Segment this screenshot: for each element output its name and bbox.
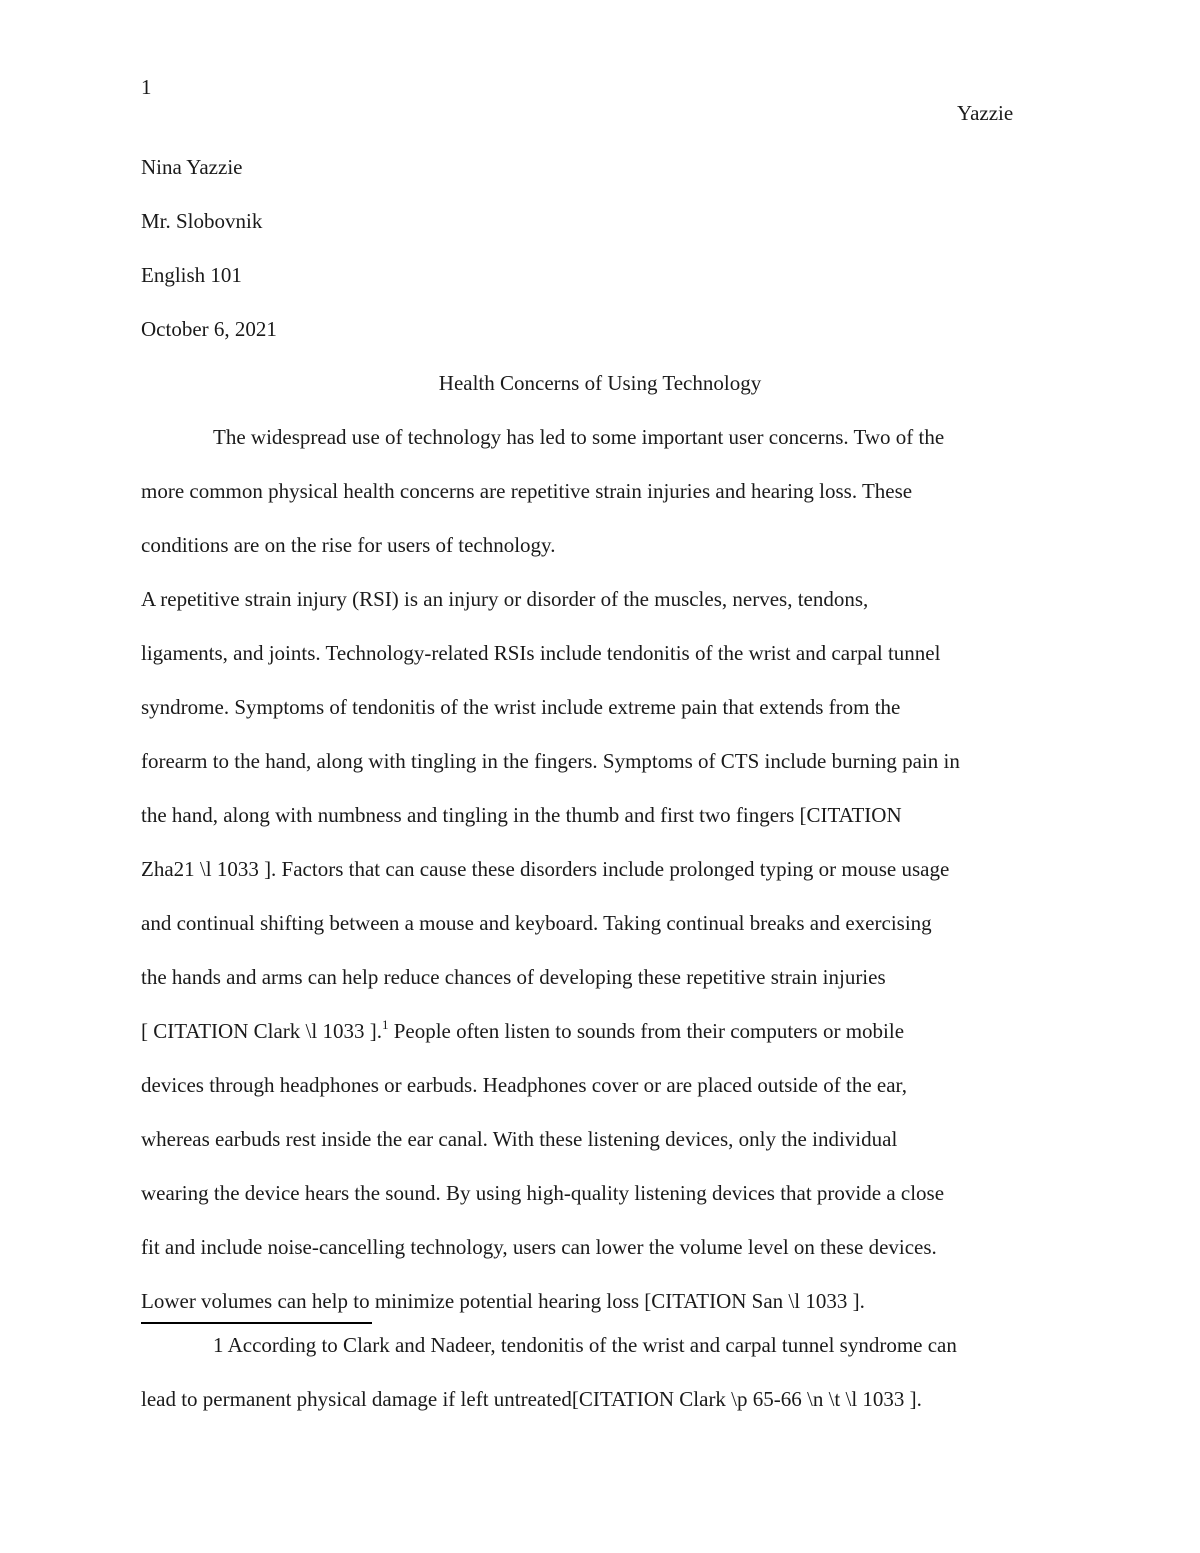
body-line: fit and include noise-cancelling technology, users can lower the volume level on these devices.	[141, 1235, 937, 1259]
body-line: and continual shifting between a mouse and keyboard. Taking continual breaks and exercising	[141, 911, 932, 935]
body-line: ligaments, and joints. Technology-related RSIs include tendonitis of the wrist and carpal tunnel	[141, 641, 941, 665]
body-line: the hand, along with numbness and tingling in the thumb and first two fingers [CITATION	[141, 803, 902, 827]
footnote-line: lead to permanent physical damage if left untreated[CITATION Clark \p 65-66 \n \t \l 1033 ].	[141, 1387, 922, 1411]
instructor-name: Mr. Slobovnik	[141, 209, 263, 233]
page-number: 1	[141, 75, 152, 99]
body-line: wearing the device hears the sound. By using high-quality listening devices that provide a close	[141, 1181, 945, 1205]
body-line: The widespread use of technology has led to some important user concerns. Two of the	[213, 425, 945, 449]
paper-title: Health Concerns of Using Technology	[438, 371, 762, 395]
footnote-reference[interactable]: 1	[381, 1017, 389, 1032]
footnote-separator	[141, 1322, 372, 1324]
body-line-with-footnote-ref	[141, 1017, 905, 1043]
student-name: Nina Yazzie	[141, 155, 243, 179]
body-line: more common physical health concerns are repetitive strain injuries and hearing loss. These	[141, 479, 913, 503]
body-line: forearm to the hand, along with tingling in the fingers. Symptoms of CTS include burning pain in	[141, 749, 960, 773]
citation-text: [ CITATION Clark \l 1033 ].	[141, 1019, 382, 1043]
body-line: A repetitive strain injury (RSI) is an injury or disorder of the muscles, nerves, tendons,	[141, 587, 869, 611]
body-text: People often listen to sounds from their computers or mobile	[388, 1019, 905, 1043]
body-line: devices through headphones or earbuds. Headphones cover or are placed outside of the ear,	[141, 1073, 907, 1097]
body-line: Zha21 \l 1033 ]. Factors that can cause these disorders include prolonged typing or mouse usage	[141, 857, 950, 881]
body-line: the hands and arms can help reduce chances of developing these repetitive strain injuries	[141, 965, 886, 989]
body-line: whereas earbuds rest inside the ear canal. With these listening devices, only the individual	[141, 1127, 898, 1151]
running-head: Yazzie	[957, 101, 1014, 125]
footnote-line: 1 According to Clark and Nadeer, tendonitis of the wrist and carpal tunnel syndrome can	[213, 1333, 957, 1357]
body-line: Lower volumes can help to minimize potential hearing loss [CITATION San \l 1033 ].	[141, 1289, 865, 1313]
course-name: English 101	[141, 263, 242, 287]
body-line: conditions are on the rise for users of technology.	[141, 533, 556, 557]
body-line: syndrome. Symptoms of tendonitis of the wrist include extreme pain that extends from the	[141, 695, 901, 719]
paper-date: October 6, 2021	[141, 317, 277, 341]
